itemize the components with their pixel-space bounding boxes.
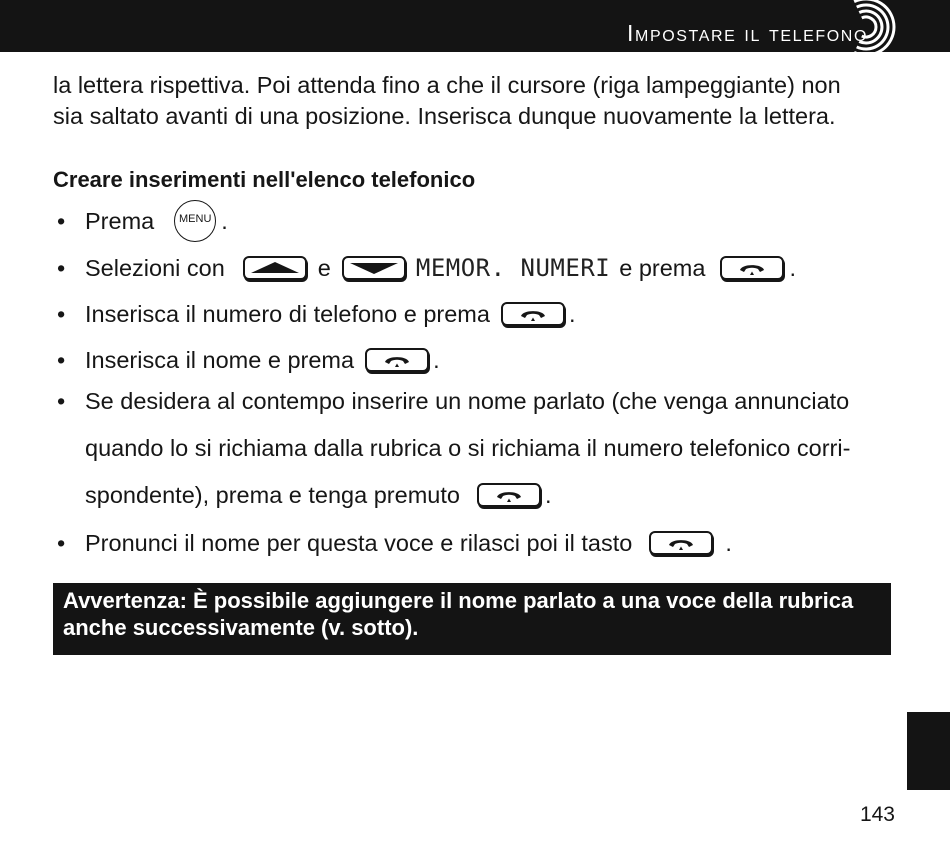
step-end: . [221,208,228,234]
list-item-step-2 [53,253,796,283]
step-text: e prema [619,255,706,281]
step-end: . [789,255,796,281]
section-heading: Creare inserimenti nell'elenco telefonico [53,167,476,192]
menu-key-label: MENU [179,212,212,225]
header-bar [0,0,950,52]
step-end: . [725,530,732,556]
list-item-step-5-continued [85,480,551,510]
step-text: Inserisca il nome e prema [85,347,355,373]
bullet: • [57,530,66,556]
bullet: • [57,255,66,281]
bullet: • [57,208,66,234]
step-text: quando lo si richiama dalla rubrica o si richiama il numero telefonico corri- [85,435,851,461]
list-item-step-5 [53,386,849,416]
step-text: spondente), prema e tenga premuto [85,482,460,508]
menu-key-icon [174,200,216,242]
step-end: . [568,301,576,327]
list-item-step-6 [53,528,732,558]
step-text: Se desidera al contempo inserire un nome parlato (che venga annunciato [85,388,850,414]
warning-text: anche successivamente (v. sotto). [63,615,419,640]
chapter-tab-marker [907,712,950,790]
bullet: • [57,388,66,414]
call-key-icon [477,483,541,507]
warning-box [53,583,891,655]
step-end: . [544,482,552,508]
step-end: . [433,347,440,373]
bullet: • [57,347,66,373]
up-arrow-key-icon [243,256,307,280]
down-arrow-key-icon [342,256,406,280]
list-item-step-5-continued [85,433,850,463]
chapter-title: Impostare il telefono [627,20,868,46]
bullet: • [57,301,66,327]
list-item-step-1 [53,206,228,236]
warning-text: Avvertenza: È possibile aggiungere il nome parlato a una voce della rubrica [63,588,854,613]
display-text: MEMOR. NUMERI [415,254,611,282]
intro-line: la lettera rispettiva. Poi attenda fino a che il cursore (riga lampeggiante) non [53,72,841,98]
call-key-icon [720,256,784,280]
step-connector: e [317,255,331,281]
step-text: Pronunci il nome per questa voce e rilasci poi il tasto [85,530,633,556]
list-item-step-4 [53,345,440,375]
intro-line: sia saltato avanti di una posizione. Inserisca dunque nuovamente la lettera. [53,103,836,129]
list-item-step-3 [53,299,575,329]
step-text: Selezioni con [85,255,225,281]
step-text: Inserisca il numero di telefono e prema [85,301,490,327]
call-key-icon [501,302,565,326]
call-key-icon [365,348,429,372]
step-text: Prema [85,208,155,234]
call-key-icon [649,531,713,555]
page-number: 143 [859,803,895,826]
